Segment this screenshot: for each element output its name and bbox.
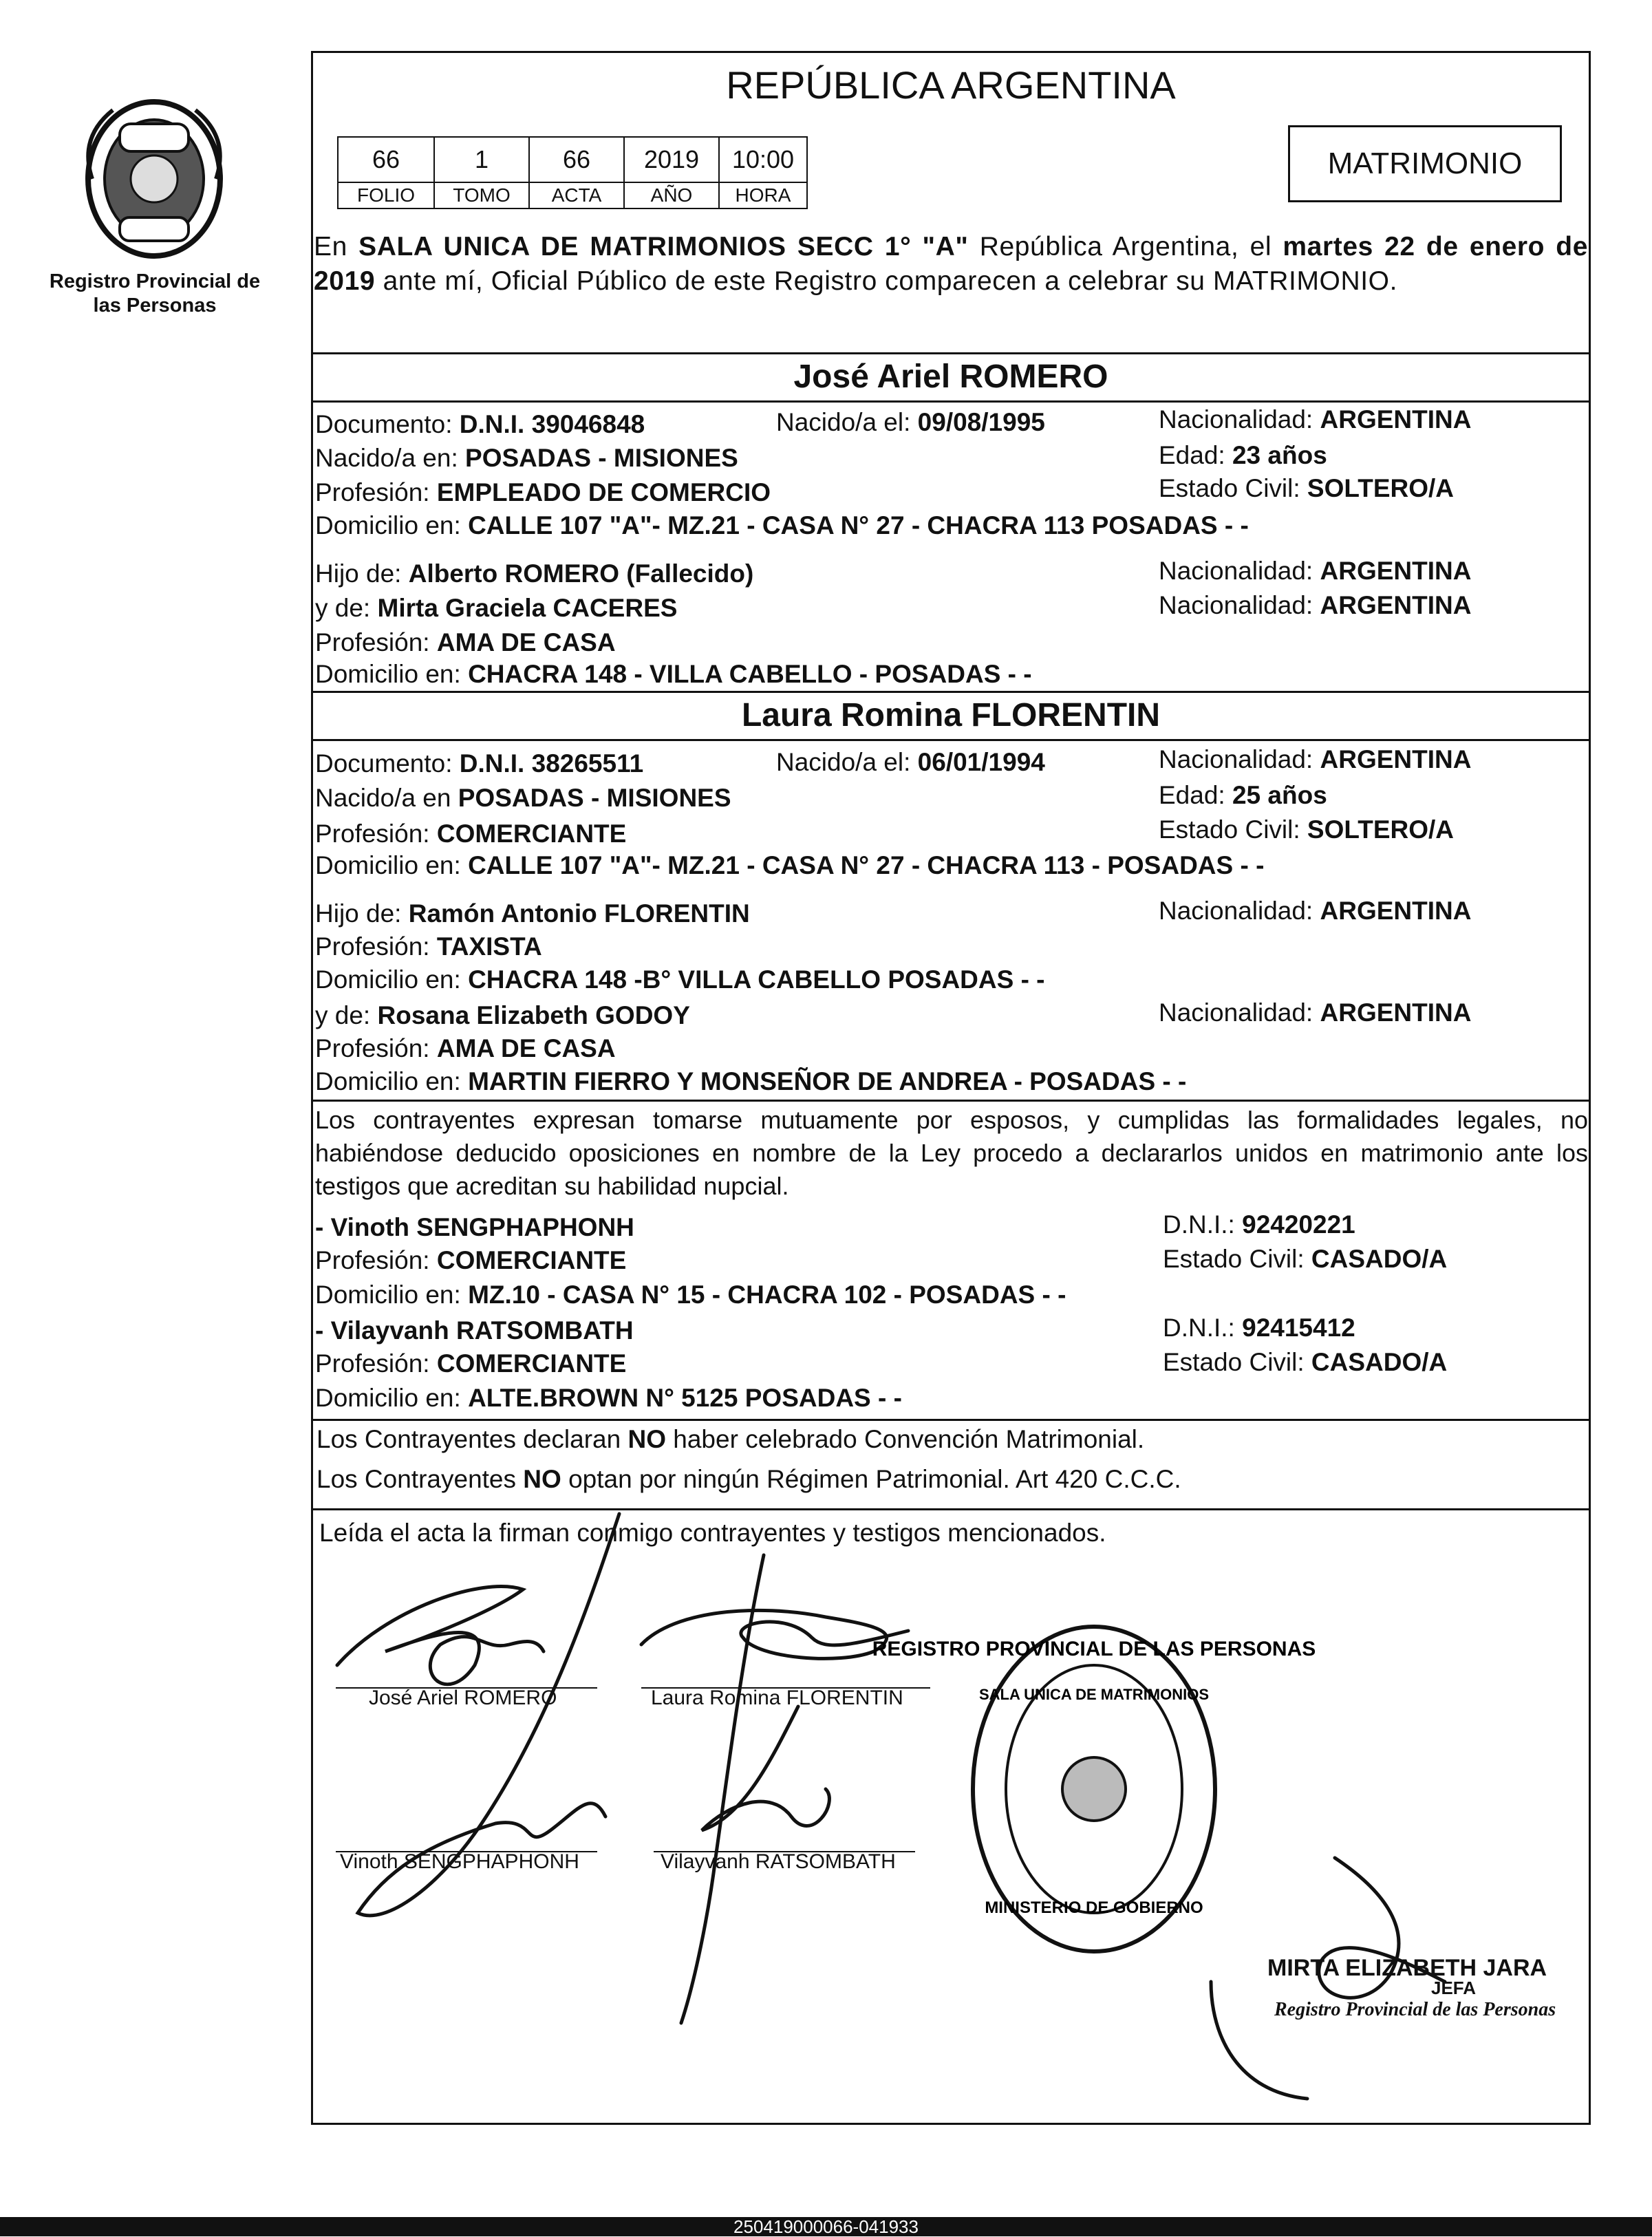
document-type-box: MATRIMONIO [1288,125,1562,202]
anio-label: AÑO [624,182,719,208]
c1-nacido-el [776,407,1045,438]
label: Hijo de: [315,899,402,928]
label: Estado Civil: [1159,474,1300,502]
value: SOLTERO/A [1307,815,1455,844]
contrayente1-name: José Ariel ROMERO [793,358,1108,395]
value: AMA DE CASA [436,628,616,656]
divider [311,1100,1591,1102]
label: Domicilio en: [315,511,461,539]
label: Profesión: [315,478,430,506]
c1-madre [315,593,677,623]
c2-estado-civil [1159,815,1454,845]
c2-padre-profesion [315,932,542,962]
document-title: REPÚBLICA ARGENTINA [726,63,1176,107]
divider [311,400,1591,403]
hora-value: 10:00 [719,137,807,182]
c2-domicilio [315,850,1264,881]
leida-text: Leída el acta la firman conmigo contrayentes y testigos mencionados. [319,1519,1106,1547]
c2-madre-nacionalidad [1159,998,1471,1028]
value: MZ.10 - CASA N° 15 - CHACRA 102 - POSADAS - - [468,1281,1066,1309]
value: POSADAS - MISIONES [465,444,738,472]
footer-code: 250419000066-041933 [0,2217,1652,2236]
value: ALTE.BROWN N° 5125 POSADAS - - [468,1384,902,1412]
declaracion-paragraph: Los contrayentes expresan tomarse mutuamente por esposos, y cumplidas las formalidades legales, no habiéndose deducido oposiciones en nombre de la Ley procedo a declararlos unidos en matrimonio ante los testigos que acreditan su habilidad nupcial. [315,1106,1588,1200]
emphasis: NO [627,1425,666,1453]
testigo1-domicilio [315,1280,1066,1310]
value: AMA DE CASA [436,1034,616,1062]
oficial-organismo: Registro Provincial de las Personas [1274,1999,1556,2020]
label: Domicilio en: [315,1281,461,1309]
stamp-inner-text: SALA UNICA DE MATRIMONIOS [978,1686,1210,1703]
value: Alberto ROMERO (Fallecido) [408,559,754,588]
value: Rosana Elizabeth GODOY [377,1001,690,1029]
testigo2-estado-civil [1163,1347,1447,1378]
emphasis: NO [523,1465,561,1493]
signature-label-testigo1: Vinoth SENGPHAPHONH [340,1850,579,1873]
c1-nacido-en [315,443,738,473]
seal-caption: Registro Provincial de las Personas [49,270,261,317]
label: Edad: [1159,781,1225,809]
divider [311,1419,1591,1421]
c2-edad [1159,780,1327,811]
value: COMERCIANTE [436,820,627,848]
label: Profesión: [315,820,430,848]
label: Domicilio en: [315,1384,461,1412]
oficial-cargo: JEFA [1431,1978,1477,1998]
label: Estado Civil: [1159,815,1300,844]
label: Domicilio en: [315,965,461,994]
label: Nacionalidad: [1159,557,1313,585]
testigo1-estado-civil [1163,1244,1447,1274]
value: SOLTERO/A [1307,474,1455,502]
value: ARGENTINA [1320,591,1472,619]
value: MARTIN FIERRO Y MONSEÑOR DE ANDREA - POSADAS - - [468,1067,1187,1095]
testigo1-profesion [315,1245,626,1276]
value: 25 años [1232,781,1327,809]
value: ARGENTINA [1320,998,1472,1027]
c1-domicilio [315,511,1249,541]
c1-nacionalidad [1159,405,1471,435]
contrayente2-name: Laura Romina FLORENTIN [741,697,1161,734]
value: COMERCIANTE [436,1349,627,1378]
intro-suffix: ante mí, Oficial Público de este Registro comparecen a celebrar su MATRIMONIO. [375,266,1398,296]
c1-padre [315,559,753,589]
text: optan por ningún Régimen Patrimonial. Art 420 C.C.C. [561,1465,1181,1493]
label: y de: [315,594,371,622]
label: Estado Civil: [1163,1245,1305,1273]
testigo2-domicilio [315,1383,902,1413]
value: CASADO/A [1311,1348,1448,1376]
value: Ramón Antonio FLORENTIN [408,899,750,928]
label: Nacido/a en: [315,444,458,472]
c2-madre-domicilio [315,1067,1186,1097]
c1-estado-civil [1159,473,1454,504]
divider [311,691,1591,693]
hora-label: HORA [719,182,807,208]
value: CALLE 107 "A"- MZ.21 - CASA N° 27 - CHACRA 113 - POSADAS - - [468,851,1265,879]
label: Documento: [315,410,453,438]
label: y de: [315,1001,371,1029]
label: Nacido/a el: [776,748,911,776]
anio-value: 2019 [624,137,719,182]
testigo2-profesion [315,1349,626,1379]
label: Nacionalidad: [1159,405,1313,434]
value: ARGENTINA [1320,405,1472,434]
value: D.N.I. 38265511 [459,749,644,778]
value: CHACRA 148 -B° VILLA CABELLO POSADAS - - [468,965,1045,994]
intro-mid: República Argentina, el [968,232,1283,261]
value: ARGENTINA [1320,557,1472,585]
stamp-bottom-text: MINISTERIO DE GOBIERNO [985,1898,1203,1917]
label: Profesión: [315,932,430,961]
label: D.N.I.: [1163,1210,1235,1239]
c1-documento [315,409,645,440]
label: Domicilio en: [315,851,461,879]
intro-sala: SALA UNICA DE MATRIMONIOS SECC 1° "A" [358,232,969,261]
value: Mirta Graciela CACERES [377,594,678,622]
folio-label: FOLIO [338,182,434,208]
text: Los Contrayentes declaran [317,1425,628,1453]
c2-padre [315,899,750,929]
value: ARGENTINA [1320,897,1472,925]
testigo1-dni [1163,1210,1355,1240]
stamp-outer-text: REGISTRO PROVINCIAL DE LAS PERSONAS [872,1638,1316,1660]
divider [311,1508,1591,1510]
divider [311,352,1591,354]
registro-table [337,136,808,209]
value: ARGENTINA [1320,745,1472,773]
registro-stamp [872,1617,1316,1961]
tomo-value: 1 [434,137,529,182]
label: Profesión: [315,1034,430,1062]
value: 92420221 [1242,1210,1355,1239]
c2-nacionalidad [1159,745,1471,775]
value: 06/01/1994 [917,748,1045,776]
value: 92415412 [1242,1314,1355,1342]
label: Domicilio en: [315,1067,461,1095]
label: Nacionalidad: [1159,998,1313,1027]
label: Nacionalidad: [1159,591,1313,619]
intro-fecha: martes 22 de enero de 2019 [314,232,1588,296]
label: Profesión: [315,628,430,656]
c2-nacido-en [315,783,731,813]
signature-label-contrayente2: Laura Romina FLORENTIN [651,1687,903,1709]
value: CALLE 107 "A"- MZ.21 - CASA N° 27 - CHACRA 113 POSADAS - - [468,511,1249,539]
value: CHACRA 148 - VILLA CABELLO - POSADAS - - [468,660,1032,688]
c1-edad [1159,440,1327,471]
c2-nacido-el [776,747,1045,778]
value: CASADO/A [1311,1245,1448,1273]
c2-profesion [315,819,626,849]
acta-label: ACTA [529,182,624,208]
divider [311,739,1591,741]
label: Nacido/a el: [776,408,911,436]
value: COMERCIANTE [436,1246,627,1274]
oficial-nombre: MIRTA ELIZABETH JARA [1267,1955,1547,1981]
c1-madre-profesion [315,628,616,658]
value: 09/08/1995 [917,408,1045,436]
label: Nacionalidad: [1159,897,1313,925]
value: EMPLEADO DE COMERCIO [436,478,771,506]
c1-padres-domicilio [315,659,1032,689]
c1-madre-nacionalidad [1159,590,1471,621]
label: Documento: [315,749,453,778]
intro-prefix: En [314,232,359,261]
convencion-line-2 [317,1464,1181,1495]
label: Hijo de: [315,559,402,588]
value: POSADAS - MISIONES [458,784,731,812]
convencion-line-1 [317,1424,1144,1455]
value: D.N.I. 39046848 [459,410,645,438]
c1-profesion [315,478,771,508]
label: D.N.I.: [1163,1314,1235,1342]
intro-paragraph [314,230,1588,299]
provincial-seal-emblem [72,96,237,261]
label: Estado Civil: [1163,1348,1305,1376]
testigo2-dni [1163,1313,1355,1343]
testigo1-nombre: - Vinoth SENGPHAPHONH [315,1213,634,1241]
c2-padre-domicilio [315,965,1045,995]
c1-padre-nacionalidad [1159,556,1471,586]
value: TAXISTA [436,932,542,961]
c2-madre [315,1000,690,1031]
text: haber celebrado Convención Matrimonial. [666,1425,1145,1453]
label: Profesión: [315,1246,430,1274]
label: Domicilio en: [315,660,461,688]
signature-label-testigo2: Vilayvanh RATSOMBATH [661,1850,896,1873]
label: Nacionalidad: [1159,745,1313,773]
seal-emblem-graphic [72,96,237,261]
folio-value: 66 [338,137,434,182]
tomo-label: TOMO [434,182,529,208]
label: Nacido/a en [315,784,451,812]
c2-madre-profesion [315,1034,616,1064]
label: Edad: [1159,441,1225,469]
c2-documento [315,749,643,779]
c2-padre-nacionalidad [1159,896,1471,926]
value: 23 años [1232,441,1327,469]
label: Profesión: [315,1349,430,1378]
acta-value: 66 [529,137,624,182]
text: Los Contrayentes [317,1465,524,1493]
signature-label-contrayente1: José Ariel ROMERO [369,1687,557,1709]
testigo2-nombre: - Vilayvanh RATSOMBATH [315,1316,634,1345]
